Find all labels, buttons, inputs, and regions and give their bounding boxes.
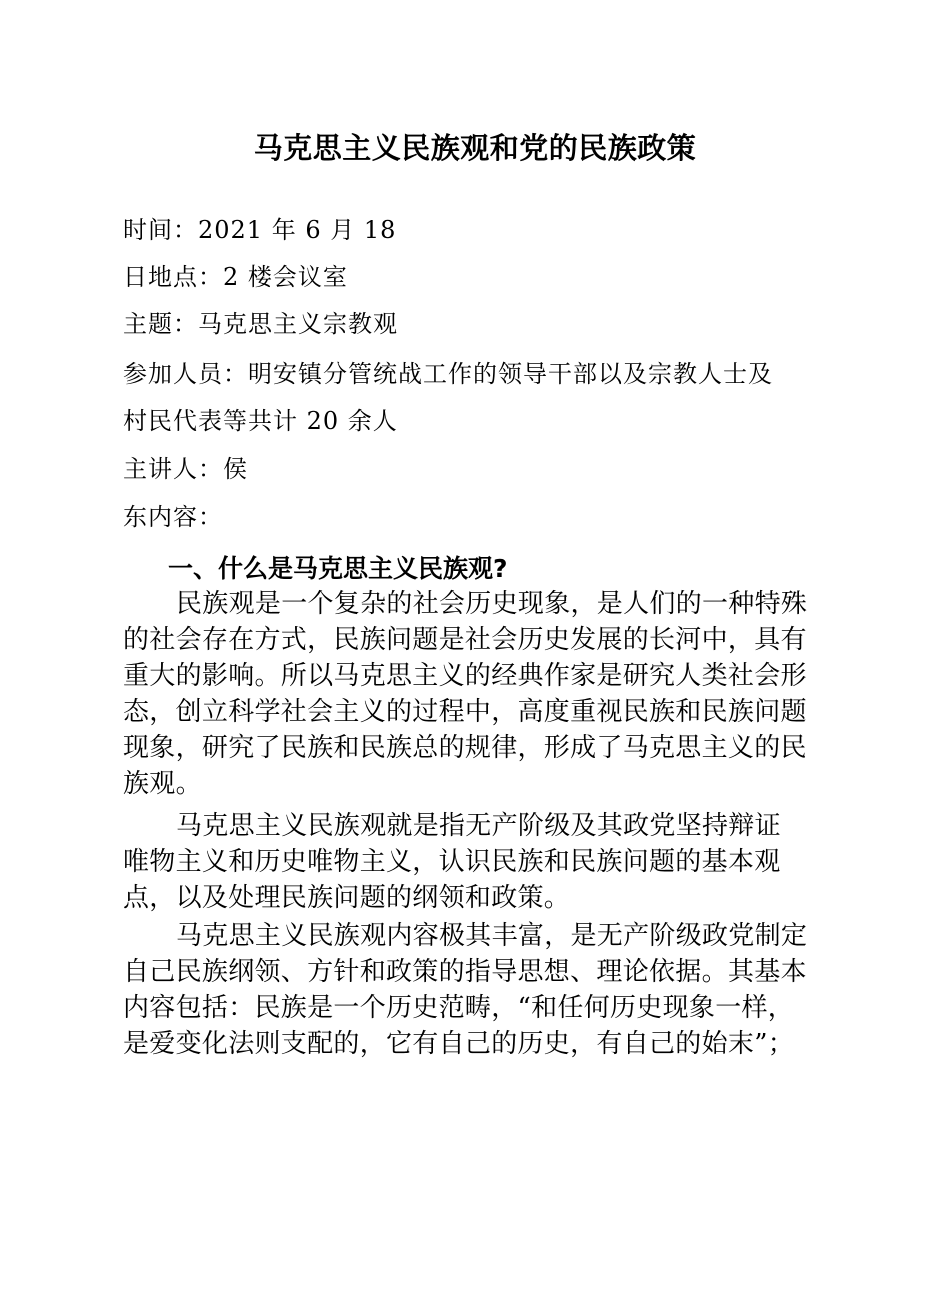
paragraph-line: 民族观是一个复杂的社会历史现象，是人们的一种特殊 [176,589,808,619]
paragraph-line: 的社会存在方式，民族问题是社会历史发展的长河中，具有 [123,625,807,655]
paragraph-2 [123,808,843,916]
document-title: 马克思主义民族观和党的民族政策 [253,131,697,165]
meta-speaker-line: 主讲人：侯 [123,455,248,483]
meta-content-line: 东内容： [123,503,223,531]
meta-participants-line-2: 村民代表等共计 20 余人 [123,407,398,435]
paragraph-line: 内容包括：民族是一个历史范畴，“和任何历史现象一样， [123,993,795,1023]
paragraph-line: 马克思主义民族观内容极其丰富，是无产阶级政党制定 [176,921,808,951]
meta-topic-line: 主题：马克思主义宗教观 [123,310,398,338]
paragraph-line: 族观。 [123,769,202,799]
section-heading: 一、什么是马克思主义民族观? [168,554,508,583]
meta-time-line: 时间：2021 年 6 月 18 [123,216,397,244]
paragraph-line: 自己民族纲领、方针和政策的指导思想、理论依据。其基本 [123,957,807,987]
paragraph-line: 马克思主义民族观就是指无产阶级及其政党坚持辩证 [176,811,781,841]
paragraph-line: 重大的影响。所以马克思主义的经典作家是研究人类社会形 [123,661,807,691]
meta-participants-line: 参加人员：明安镇分管统战工作的领导干部以及宗教人士及 [123,360,773,388]
paragraph-3 [123,918,843,1062]
paragraph-line: 是爱变化法则支配的，它有自己的历史，有自己的始末”； [123,1029,795,1059]
paragraph-line: 唯物主义和历史唯物主义，认识民族和民族问题的基本观 [123,847,781,877]
paragraph-line: 点，以及处理民族问题的纲领和政策。 [123,883,571,913]
paragraph-line: 现象，研究了民族和民族总的规律，形成了马克思主义的民 [123,733,807,763]
paragraph-line: 态，创立科学社会主义的过程中，高度重视民族和民族问题 [123,697,807,727]
paragraph-1 [123,586,843,802]
meta-location-line: 日地点：2 楼会议室 [123,263,348,291]
